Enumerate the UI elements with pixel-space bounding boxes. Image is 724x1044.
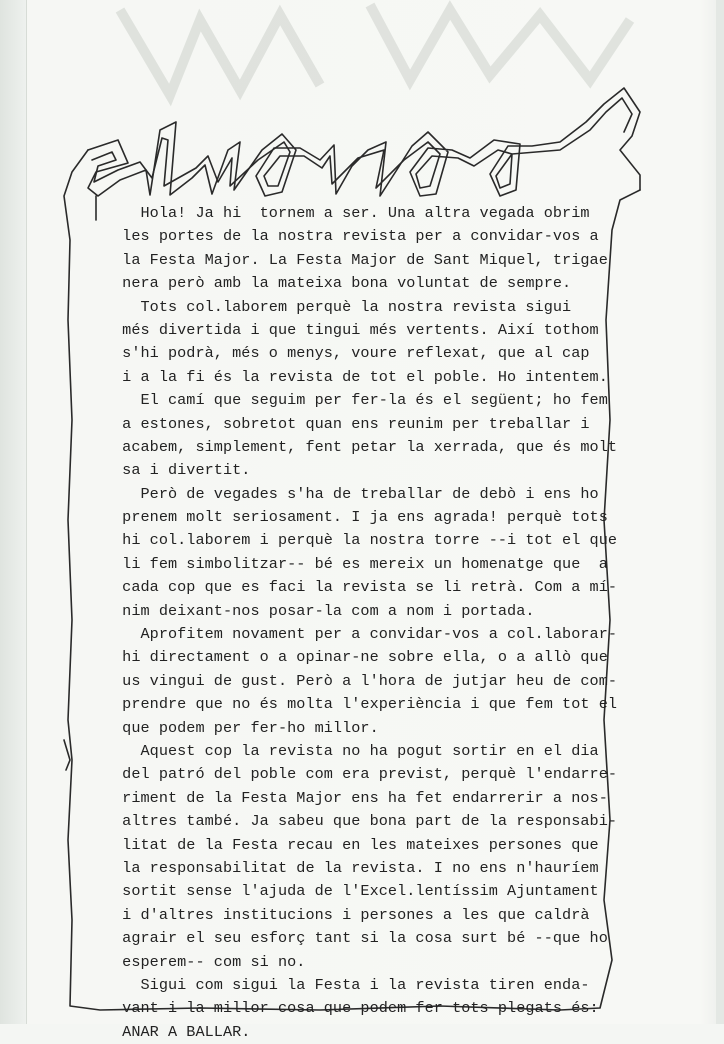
body-line: vant i la millor cosa que podem fer tots plegats és: xyxy=(113,999,599,1018)
body-line: ANAR A BALLAR. xyxy=(113,1022,251,1041)
body-line: Aprofitem novament per a convidar-vos a col.laborar- xyxy=(113,625,618,644)
body-line: a estones, sobretot quan ens reunim per treballar i xyxy=(113,414,590,433)
body-line: us vingui de gust. Però a l'hora de jutjar heu de com- xyxy=(113,671,618,690)
body-line: altres també. Ja sabeu que bona part de la responsabi- xyxy=(113,812,618,831)
body-line: agrair el seu esforç tant si la cosa surt bé --que ho xyxy=(113,929,608,948)
body-line: acabem, simplement, fent petar la xerrada, que és molt xyxy=(113,437,618,456)
body-line: sortit sense l'ajuda de l'Excel.lentíssim Ajuntament xyxy=(113,882,599,901)
body-line: Sigui com sigui la Festa i la revista tiren enda- xyxy=(113,975,590,994)
body-line: cada cop que es faci la revista se li retrà. Com a mí- xyxy=(113,578,618,597)
body-line: les portes de la nostra revista per a convidar-vos a xyxy=(113,227,599,246)
body-line: hi col.laborem i perquè la nostra torre --i tot el que xyxy=(113,531,618,550)
editorial-body xyxy=(113,202,633,1044)
body-line: nera però amb la mateixa bona voluntat de sempre. xyxy=(113,274,572,293)
body-line: s'hi podrà, més o menys, voure reflexat, que al cap xyxy=(113,344,590,363)
body-line: Hola! Ja hi tornem a ser. Una altra vegada obrim xyxy=(113,204,590,222)
body-line: la responsabilitat de la revista. I no ens n'hauríem xyxy=(113,858,599,877)
body-line: més divertida i que tingui més vertents. Així tothom xyxy=(113,320,599,339)
body-line: El camí que seguim per fer-la és el següent; ho fem xyxy=(113,391,608,410)
body-line: nim deixant-nos posar-la com a nom i portada. xyxy=(113,601,535,620)
body-line: li fem simbolitzar-- bé es mereix un homenatge que a xyxy=(113,554,608,573)
body-line: la Festa Major. La Festa Major de Sant Miquel, trigae xyxy=(113,250,608,269)
body-line: i a la fi és la revista de tot el poble. Ho intentem. xyxy=(113,367,608,386)
body-line: sa i divertit. xyxy=(113,461,251,480)
body-line: Aquest cop la revista no ha pogut sortir en el dia xyxy=(113,741,599,760)
body-line: que podem per fer-ho millor. xyxy=(113,718,379,737)
body-line: litat de la Festa recau en les mateixes persones que xyxy=(113,835,599,854)
body-line: Tots col.laborem perquè la nostra revista sigui xyxy=(113,297,572,316)
body-line: Però de vegades s'ha de treballar de debò i ens ho xyxy=(113,484,599,503)
body-line: prendre que no és molta l'experiència i que fem tot el xyxy=(113,695,618,714)
body-line: riment de la Festa Major ens ha fet endarrerir a nos- xyxy=(113,788,608,807)
body-line: i d'altres institucions i persones a les que caldrà xyxy=(113,905,590,924)
body-line: hi directament o a opinar-ne sobre ella, o a allò que xyxy=(113,648,608,667)
body-line: del patró del poble com era previst, perquè l'endarre- xyxy=(113,765,618,784)
body-line: esperem-- com si no. xyxy=(113,952,306,971)
body-line: prenem molt seriosament. I ja ens agrada! perquè tots xyxy=(113,508,608,527)
